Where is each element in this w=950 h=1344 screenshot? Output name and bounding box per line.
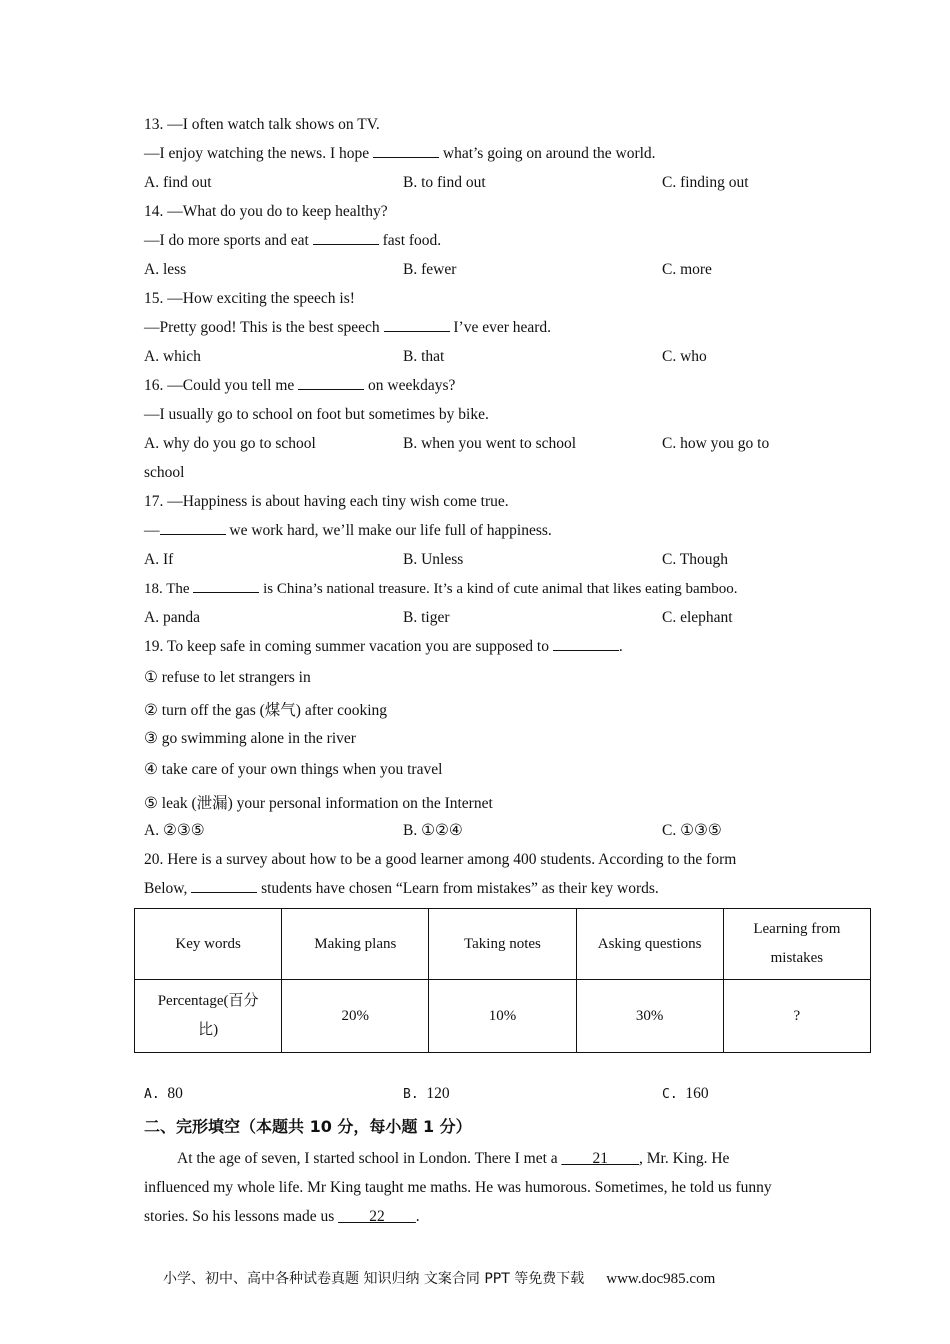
q16-stem xyxy=(144,377,455,395)
q19-option-b: B. ①②④ xyxy=(403,822,463,839)
q20-option-b xyxy=(403,1085,450,1103)
option-letter: B. xyxy=(403,1087,419,1102)
q18-stem-pre: 18. The xyxy=(144,581,194,597)
answer-blank xyxy=(191,880,257,893)
q17-stem: 17. —Happiness is about having each tiny wish come true. xyxy=(144,493,509,510)
q13-option-b: B. to find out xyxy=(403,174,486,191)
q20-line2-post: students have chosen “Learn from mistakes” as their key words. xyxy=(257,880,659,897)
footer-text: 小学、初中、高中各种试卷真题 知识归纳 文案合同 PPT 等免费下载 xyxy=(163,1271,585,1287)
q19-item: ③ go swimming alone in the river xyxy=(144,730,356,747)
table-cell: 10% xyxy=(429,980,576,1053)
q19-stem xyxy=(144,638,623,656)
q13-line2-post: what’s going on around the world. xyxy=(439,145,656,162)
answer-blank xyxy=(373,145,439,158)
q20-option-a xyxy=(144,1085,183,1103)
q19-item: ④ take care of your own things when you travel xyxy=(144,761,443,778)
q13-line2 xyxy=(144,145,656,163)
q16-line2: —I usually go to school on foot but sometimes by bike. xyxy=(144,406,489,423)
footer-url: www.doc985.com xyxy=(606,1271,716,1287)
q14-option-b: B. fewer xyxy=(403,261,457,278)
q15-option-b: B. that xyxy=(403,348,445,365)
passage-text: At the age of seven, I started school in London. There I met a xyxy=(177,1150,562,1167)
q20-line2 xyxy=(144,880,659,898)
table-header-cell: Asking questions xyxy=(576,909,723,980)
q16-stem-post: on weekdays? xyxy=(364,377,456,394)
q14-option-c: C. more xyxy=(662,261,712,278)
cloze-blank-22: ____22____ xyxy=(338,1208,416,1225)
q14-line2 xyxy=(144,232,441,250)
q19-item: ⑤ leak (泄漏) your personal information on the Internet xyxy=(144,795,493,812)
table-row-label: Percentage(百分比) xyxy=(135,980,282,1053)
q16-stem-pre: 16. —Could you tell me xyxy=(144,377,299,394)
q19-stem-pre: 19. To keep safe in coming summer vacation you are supposed to xyxy=(144,638,553,655)
q13-option-c: C. finding out xyxy=(662,174,749,191)
q13-stem: 13. —I often watch talk shows on TV. xyxy=(144,116,380,133)
q15-line2-pre: —Pretty good! This is the best speech xyxy=(144,319,384,336)
q20-option-c xyxy=(662,1085,709,1103)
q15-line2 xyxy=(144,319,551,337)
table-header-cell: Key words xyxy=(135,909,282,980)
q15-line2-post: I’ve ever heard. xyxy=(449,319,552,336)
q17-option-c: C. Though xyxy=(662,551,729,568)
q16-option-c-cont: school xyxy=(144,464,185,481)
answer-blank xyxy=(193,580,259,593)
option-value: 160 xyxy=(685,1085,709,1102)
q14-line2-post: fast food. xyxy=(378,232,442,249)
section-heading: 二、完形填空（本题共 10 分，每小题 1 分） xyxy=(144,1117,472,1136)
table-cell: 30% xyxy=(576,980,723,1053)
q18-option-c: C. elephant xyxy=(662,609,733,626)
q16-option-c: C. how you go to xyxy=(662,435,770,452)
q14-stem: 14. —What do you do to keep healthy? xyxy=(144,203,388,220)
cloze-blank-21: ____21____ xyxy=(561,1150,640,1167)
table-header-cell: Making plans xyxy=(282,909,429,980)
table-cell: ? xyxy=(723,980,870,1053)
q19-item: ② turn off the gas (煤气) after cooking xyxy=(144,702,388,719)
q19-option-a: A. ②③⑤ xyxy=(144,822,205,839)
q16-option-b: B. when you went to school xyxy=(403,435,577,452)
passage-text: . xyxy=(415,1208,420,1225)
option-letter: A. xyxy=(144,1087,160,1102)
table-header-cell: Taking notes xyxy=(429,909,576,980)
cloze-passage xyxy=(144,1144,794,1231)
q18-stem xyxy=(144,580,738,598)
q18-option-b: B. tiger xyxy=(403,609,450,626)
q18-option-a: A. panda xyxy=(144,609,200,626)
q20-line2-pre: Below, xyxy=(144,880,192,897)
q17-option-a: A. If xyxy=(144,551,174,568)
table-row xyxy=(135,980,871,1053)
answer-blank xyxy=(553,638,619,651)
q14-line2-pre: —I do more sports and eat xyxy=(144,232,313,249)
answer-blank xyxy=(384,319,450,332)
q19-stem-post: . xyxy=(618,638,623,655)
q15-option-a: A. which xyxy=(144,348,201,365)
q14-option-a: A. less xyxy=(144,261,187,278)
q17-line2-post: we work hard, we’ll make our life full of happiness. xyxy=(225,522,552,539)
option-letter: C. xyxy=(662,1087,678,1102)
answer-blank xyxy=(160,522,226,535)
q15-stem: 15. —How exciting the speech is! xyxy=(144,290,355,307)
survey-table xyxy=(134,908,871,1053)
q13-line2-pre: —I enjoy watching the news. I hope xyxy=(144,145,373,162)
q19-item: ① refuse to let strangers in xyxy=(144,669,311,686)
passage-text: , Mr. King. He influenced my whole life. Mr King taught me maths. He was humorous. Sometimes, he told us funny stories. So his lessons made us xyxy=(144,1150,772,1225)
q20-stem: 20. Here is a survey about how to be a good learner among 400 students. According to the form xyxy=(144,851,737,868)
q13-option-a: A. find out xyxy=(144,174,212,191)
page-footer xyxy=(163,1268,715,1288)
q18-stem-post: is China’s national treasure. It’s a kind of cute animal that likes eating bamboo. xyxy=(259,581,738,597)
answer-blank xyxy=(313,232,379,245)
table-cell: 20% xyxy=(282,980,429,1053)
q16-option-a: A. why do you go to school xyxy=(144,435,316,452)
q17-option-b: B. Unless xyxy=(403,551,464,568)
q17-line2-pre: — xyxy=(144,522,160,539)
q15-option-c: C. who xyxy=(662,348,707,365)
table-header-row xyxy=(135,909,871,980)
option-value: 120 xyxy=(426,1085,450,1102)
q19-option-c: C. ①③⑤ xyxy=(662,822,722,839)
option-value: 80 xyxy=(167,1085,183,1102)
answer-blank xyxy=(298,377,364,390)
table-header-cell: Learning from mistakes xyxy=(723,909,870,980)
q17-line2 xyxy=(144,522,552,540)
